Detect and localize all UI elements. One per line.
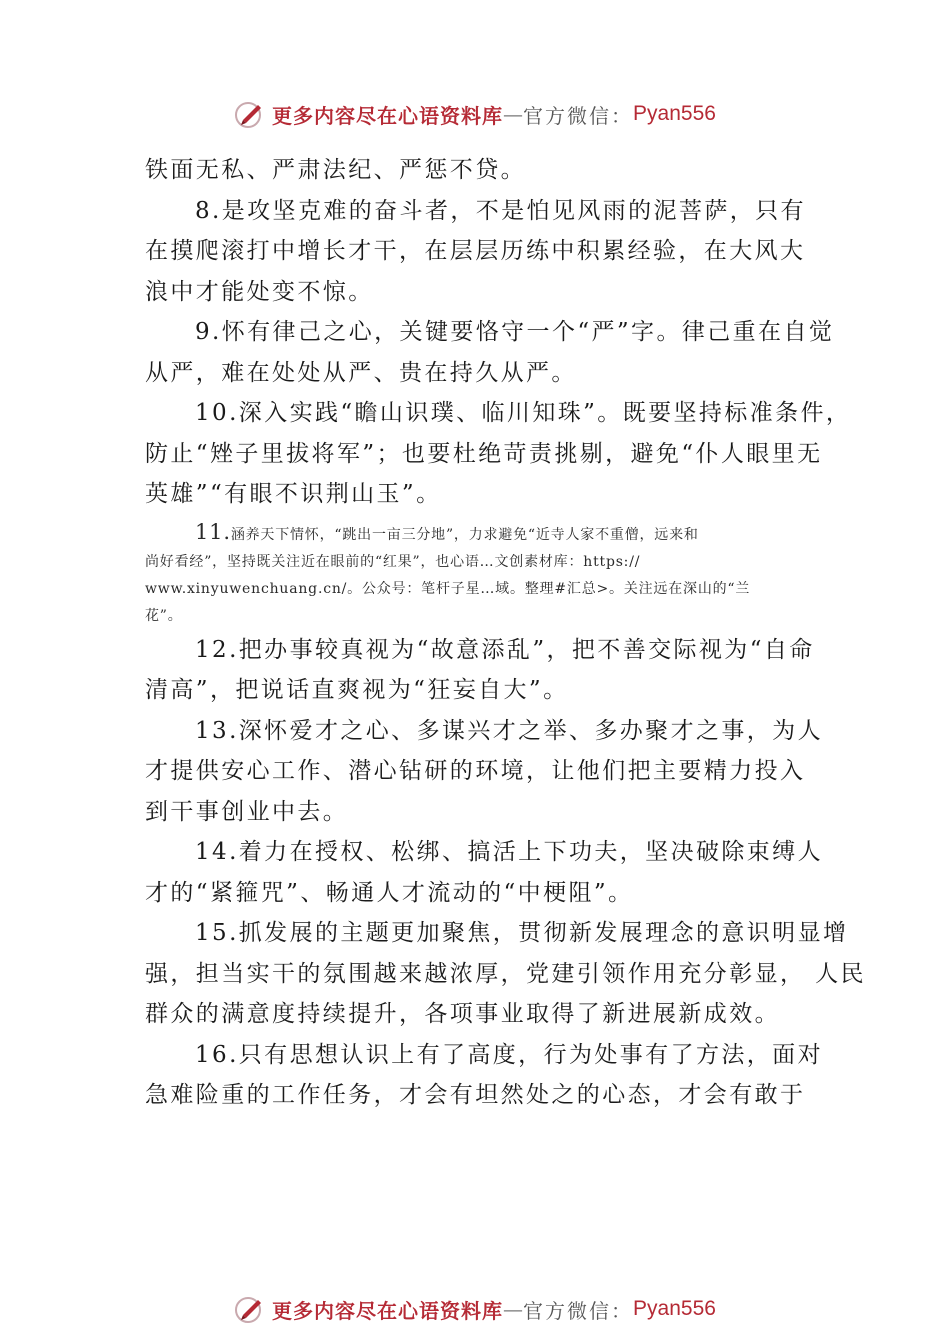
paragraph-8-line: 8.是攻坚克难的奋斗者，不是怕见风雨的泥菩萨，只有 <box>195 197 806 224</box>
paragraph-12-line: 12.把办事较真视为“故意添乱”，把不善交际视为“自命 <box>195 636 815 663</box>
header-brand: 更多内容尽在心语资料库 <box>272 103 504 128</box>
pen-logo-icon <box>234 1293 266 1325</box>
paragraph-8-line: 浪中才能处变不惊。 <box>145 278 374 305</box>
paragraph-12-line: 清高”，把说话直爽视为“狂妄自大”。 <box>145 677 569 703</box>
paragraph-10-line: 防止“矬子里拔将军”；也要杜绝苛责挑剔，避免“仆人眼里无 <box>145 440 823 467</box>
paragraph-16-line: 急难险重的工作任务，才会有坦然处之的心态，才会有敢于 <box>145 1082 806 1108</box>
footer-brand: 更多内容尽在心语资料库 <box>272 1298 504 1323</box>
header-label: 官方微信： <box>523 103 634 128</box>
paragraph-10-line: 英雄”“有眼不识荆山玉”。 <box>145 481 442 507</box>
paragraph-13-line: 到干事创业中去。 <box>145 798 349 825</box>
paragraph-11-line: 花”。 <box>145 607 183 624</box>
paragraph-14-line: 才的“紧箍咒”、畅通人才流动的“中梗阻”。 <box>145 879 634 906</box>
paragraph-11-text: 涵养天下情怀，“跳出一亩三分地”，力求避免“近寺人家不重僧，远来和 <box>230 526 699 543</box>
paragraph-15-line: 强，担当实干的氛围越来越浓厚，党建引领作用充分彰显， 人民 <box>145 960 866 987</box>
header-separator: — <box>503 102 524 126</box>
paragraph-15-line: 15.抓发展的主题更加聚焦，贯彻新发展理念的意识明显增 <box>195 920 849 946</box>
paragraph-15-line: 群众的满意度持续提升，各项事业取得了新进展新成效。 <box>145 1001 780 1027</box>
pen-logo-icon <box>234 98 266 130</box>
footer-label: 官方微信： <box>523 1298 634 1323</box>
header-wechat-id: Pyan556 <box>633 102 716 125</box>
paragraph-11-line: 尚好看经”，坚持既关注近在眼前的“红果”，也心语…文创素材库：https:// <box>145 553 641 570</box>
footer-wechat-id: Pyan556 <box>633 1297 716 1320</box>
footer-banner <box>0 1289 950 1329</box>
paragraph-10-line: 10.深入实践“瞻山识璞、临川知珠”。既要坚持标准条件， <box>195 400 852 426</box>
paragraph-9-line: 从严，难在处处从严、贵在持久从严。 <box>145 359 577 386</box>
paragraph-11-number: 11. <box>195 519 231 544</box>
text-line: 铁面无私、严肃法纪、严惩不贷。 <box>145 157 526 183</box>
paragraph-13-line: 13.深怀爱才之心、多谋兴才之举、多办聚才之事，为人 <box>195 717 823 744</box>
paragraph-11-line <box>145 519 835 549</box>
paragraph-9-line: 9.怀有律己之心，关键要恪守一个“严”字。律己重在自觉 <box>195 319 835 345</box>
paragraph-8-line: 在摸爬滚打中增长才干，在层层历练中积累经验，在大风大 <box>145 238 806 264</box>
paragraph-11-line: www.xinyuwenchuang.cn/。公众号：笔杆子星…域。整理#汇总>。关注远在深山的“兰 <box>145 580 751 597</box>
paragraph-13-line: 才提供安心工作、潜心钻研的环境，让他们把主要精力投入 <box>145 758 806 784</box>
document-body <box>145 150 866 1116</box>
paragraph-14-line: 14.着力在授权、松绑、搞活上下功夫，坚决破除束缚人 <box>195 839 823 865</box>
paragraph-16-line: 16.只有思想认识上有了高度，行为处事有了方法，面对 <box>195 1041 823 1068</box>
header-banner <box>0 94 950 134</box>
footer-separator: — <box>503 1297 524 1321</box>
